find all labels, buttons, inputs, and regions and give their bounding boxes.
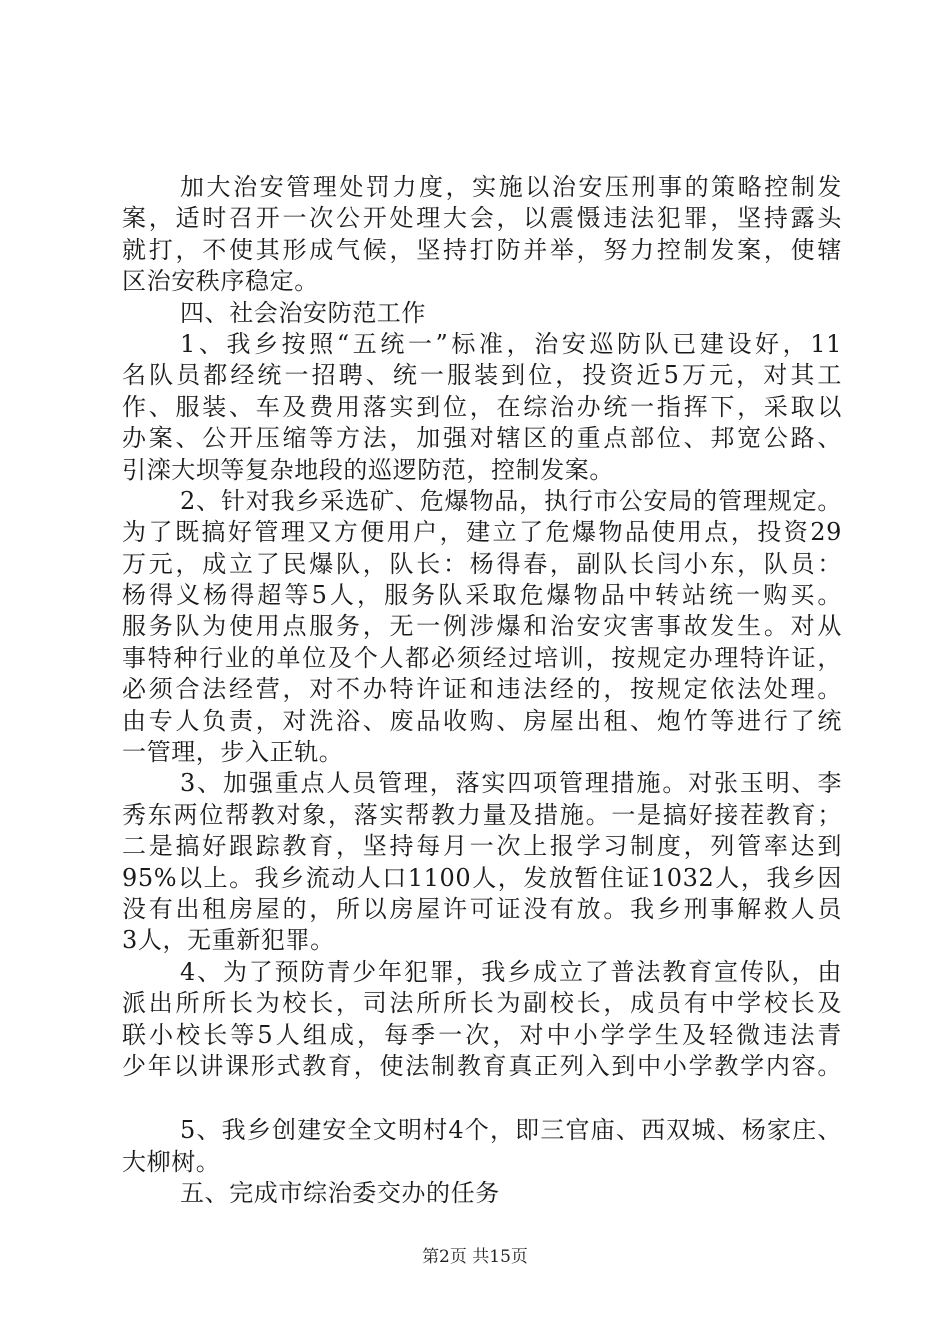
text-line: 二是搞好跟踪教育，坚持每月一次上报学习制度，列管率达到 [122,832,842,861]
text-line: 大柳树。 [122,1147,221,1176]
page-footer: 第2页 共15页 [422,1247,528,1267]
text-line: 4、为了预防青少年犯罪，我乡成立了普法教育宣传队，由 [180,957,842,986]
text-line: 2、针对我乡采选矿、危爆物品，执行市公安局的管理规定。 [180,486,842,515]
section-heading: 四、社会治安防范工作 [180,298,426,327]
text-line: 加大治安管理处罚力度，实施以治安压刑事的策略控制发 [180,173,842,201]
text-line: 引滦大坝等复杂地段的巡逻防范，控制发案。 [122,455,614,484]
text-line: 名队员都经统一招聘、统一服装到位，投资近5万元，对其工 [122,361,842,390]
text-line: 一管理，步入正轨。 [122,738,344,767]
text-line: 没有出租房屋的，所以房屋许可证没有放。我乡刑事解救人员 [122,894,842,923]
document-body [122,172,842,1210]
text-line: 万元，成立了民爆队，队长：杨得春，副队长闫小东，队员： [122,549,842,578]
text-line: 服务队为使用点服务，无一例涉爆和治安灾害事故发生。对从 [122,612,842,641]
text-line: 必须合法经营，对不办特许证和违法经的，按规定依法处理。 [122,675,842,704]
text-line: 3人，无重新犯罪。 [122,926,335,955]
text-line: 95%以上。我乡流动人口1100人，发放暂住证1032人，我乡因 [122,863,842,892]
text-line: 区治安秩序稳定。 [122,267,319,296]
text-line: 联小校长等5人组成，每季一次，对中小学学生及轻微违法青 [122,1020,842,1049]
text-line: 为了既搞好管理又方便用户，建立了危爆物品使用点，投资29 [122,518,842,547]
text-line: 3、加强重点人员管理，落实四项管理措施。对张玉明、李 [180,769,842,798]
text-line: 秀东两位帮教对象，落实帮教力量及措施。一是搞好接茬教育； [122,800,842,829]
text-line: 由专人负责，对洗浴、废品收购、房屋出租、炮竹等进行了统 [122,706,842,735]
text-line: 案，适时召开一次公开处理大会，以震慑违法犯罪，坚持露头 [122,204,842,233]
text-line: 就打，不使其形成气候，坚持打防并举，努力控制发案，使辖 [122,235,842,264]
text-line: 杨得义杨得超等5人，服务队采取危爆物品中转站统一购买。 [122,581,842,610]
text-line: 派出所所长为校长，司法所所长为副校长，成员有中学校长及 [122,989,842,1018]
text-line: 少年以讲课形式教育，使法制教育真正列入到中小学教学内容。 [122,1051,842,1080]
text-line: 1、我乡按照“五统一”标准，治安巡防队已建设好，11 [180,329,842,358]
text-line: 办案、公开压缩等方法，加强对辖区的重点部位、邦宽公路、 [122,424,842,453]
text-line: 5、我乡创建安全文明村4个，即三官庙、西双城、杨家庄、 [180,1116,842,1145]
text-line: 作、服装、车及费用落实到位，在综治办统一指挥下，采取以 [122,392,842,421]
text-line: 事特种行业的单位及个人都必须经过培训，按规定办理特许证， [122,643,842,672]
paragraph-gap [122,1082,842,1115]
section-heading: 五、完成市综治委交办的任务 [180,1179,500,1208]
